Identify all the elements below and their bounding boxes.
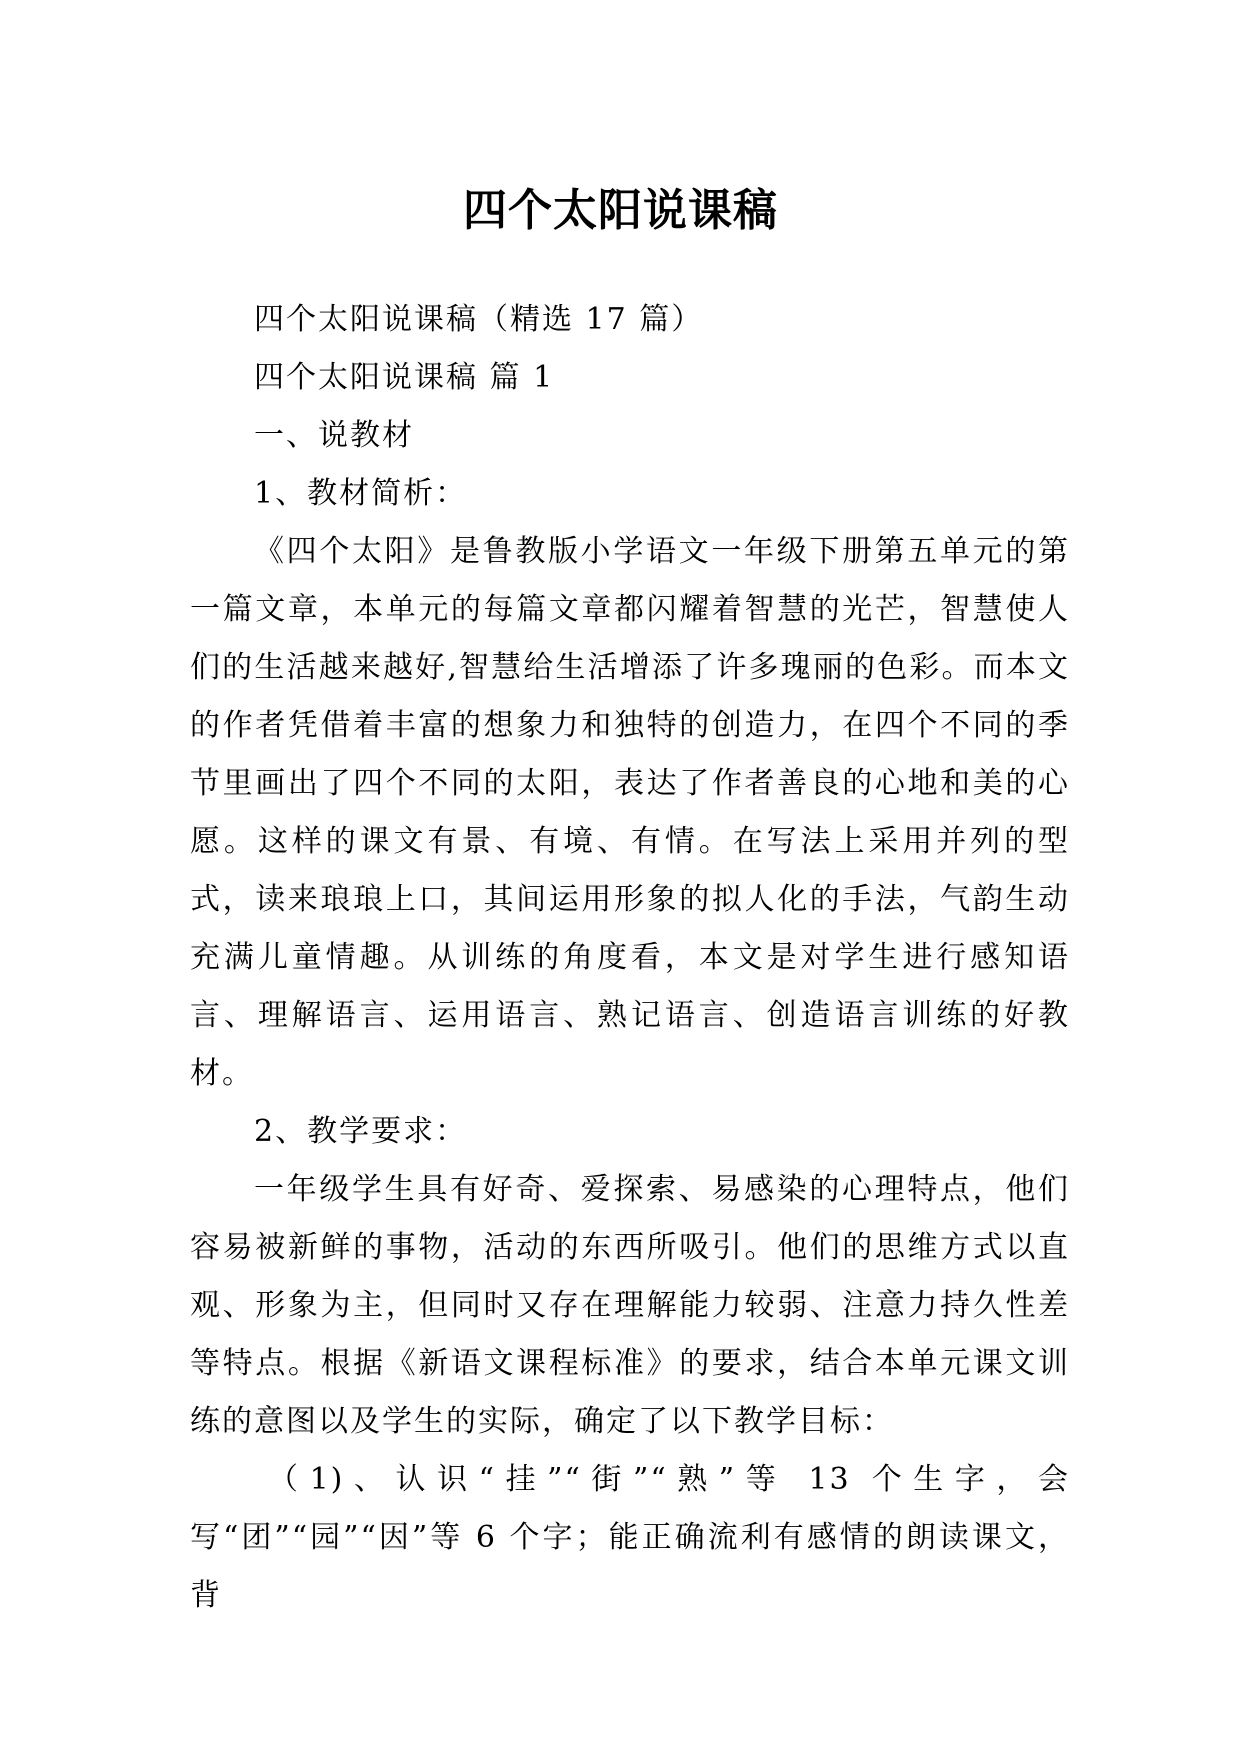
paragraph-part-heading: 一、说教材 [254, 418, 414, 453]
paragraph-student-characteristics: 一年级学生具有好奇、爱探索、易感染的心理特点，他们容易被新鲜的事物，活动的东西所吸引。他们的思维方式以直观、形象为主，但同时又存在理解能力较弱、注意力持久性差等特点。根据《新语文课程标准》的要求，结合本单元课文训练的意图以及学生的实际，确定了以下教学目标： [190, 1172, 1070, 1439]
document-body [190, 291, 1070, 1625]
paragraph-subheading-materials: 1、教材简析： [254, 476, 468, 511]
paragraph-materials-analysis: 《四个太阳》是鲁教版小学语文一年级下册第五单元的第一篇文章，本单元的每篇文章都闪耀着智慧的光芒，智慧使人们的生活越来越好,智慧给生活增添了许多瑰丽的色彩。而本文的作者凭借着丰富的想象力和独特的创造力，在四个不同的季节里画出了四个不同的太阳，表达了作者善良的心地和美的心愿。这样的课文有景、有境、有情。在写法上采用并列的型式，读来琅琅上口，其间运用形象的拟人化的手法，气韵生动充满儿童情趣。从训练的角度看，本文是对学生进行感知语言、理解语言、运用语言、熟记语言、创造语言训练的好教材。 [190, 534, 1070, 1091]
paragraph-subheading-requirements: 2、教学要求： [254, 1114, 468, 1149]
paragraph-objective-1: （1)、认识“挂”“街”“熟”等 13 个生字，会写“团”“园”“因”等 6 个字；能正确流利有感情的朗读课文，背 [190, 1462, 1070, 1613]
paragraph-collection-heading: 四个太阳说课稿（精选 17 篇） [254, 302, 704, 337]
paragraph-section-heading: 四个太阳说课稿 篇 1 [254, 360, 555, 395]
document-title: 四个太阳说课稿 [463, 185, 778, 237]
